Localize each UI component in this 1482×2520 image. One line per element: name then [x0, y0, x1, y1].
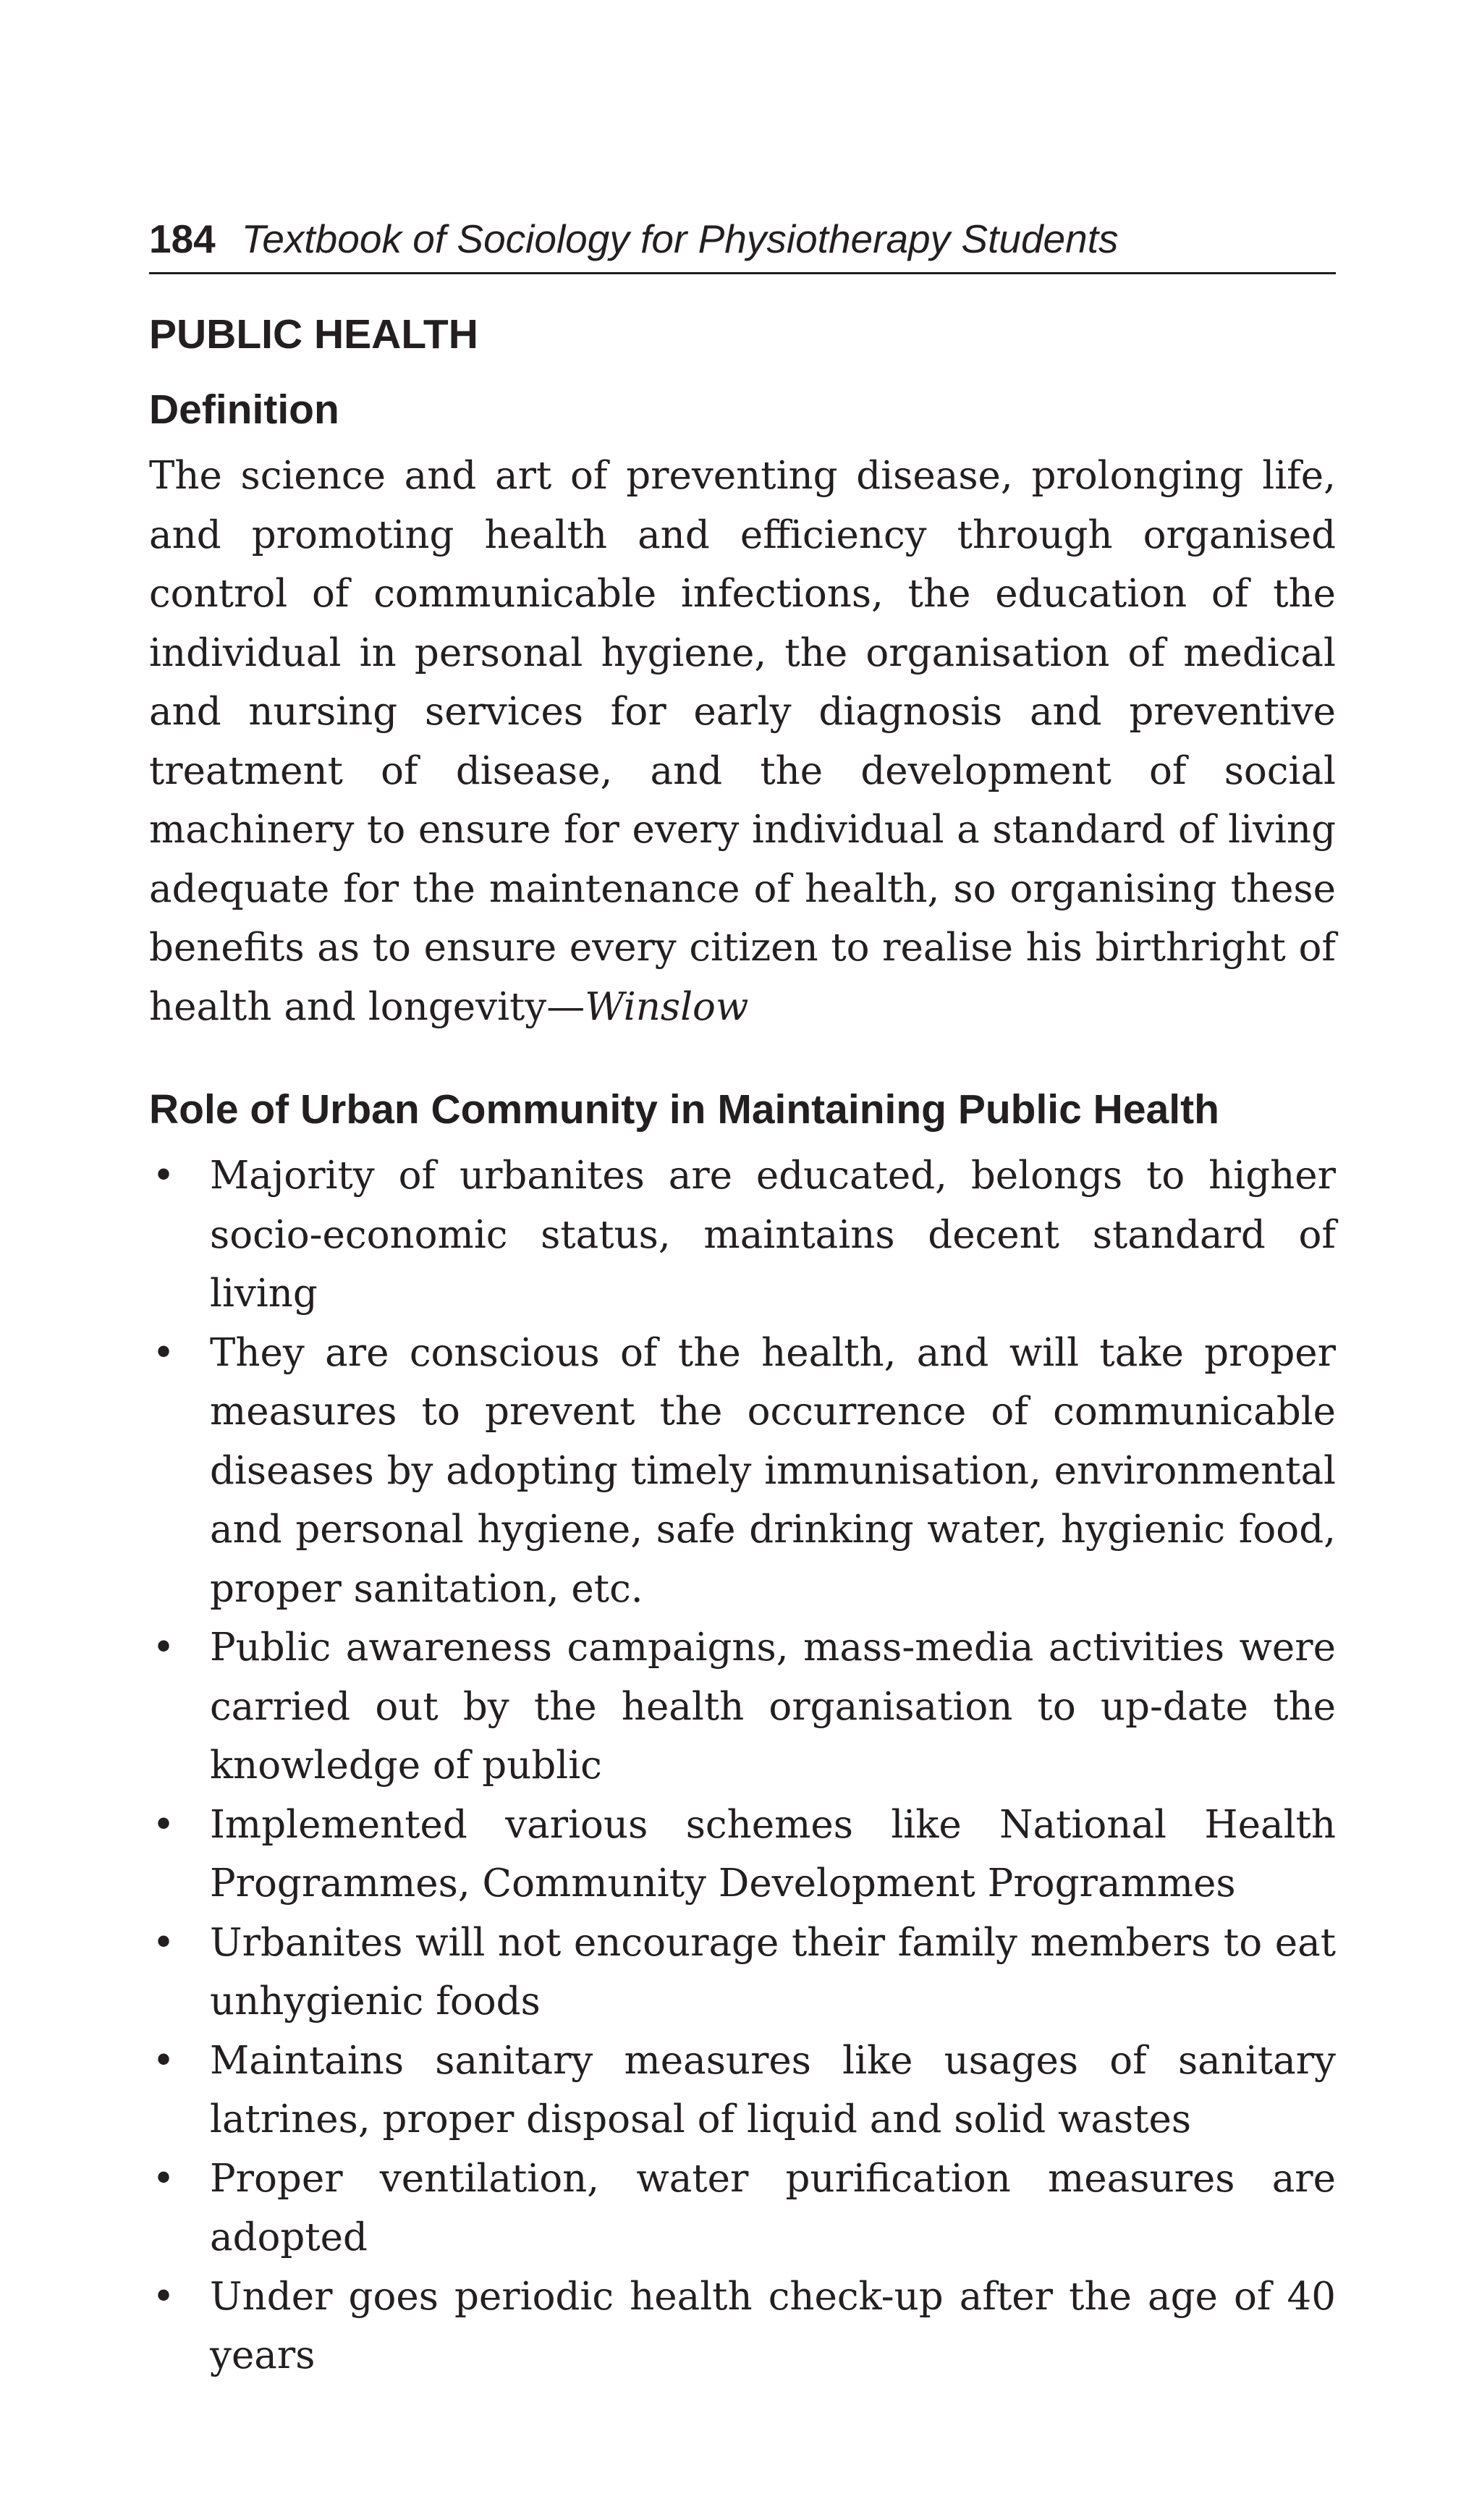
page-number: 184: [149, 216, 216, 261]
list-item-text: Under goes periodic health check-up after the age of 40 years: [210, 2274, 1336, 2377]
bullet-icon: •: [152, 1802, 175, 1847]
list-item: [149, 2031, 1336, 2149]
list-item-text: Proper ventilation, water purification measures are adopted: [210, 2156, 1336, 2259]
list-item-text: They are conscious of the health, and will take proper measures to prevent the occurrence of communicable diseases by adopting timely immunisation, environmental and personal hygiene, safe drinking water, hygienic food, proper sanitation, etc.: [210, 1330, 1336, 1611]
definition-paragraph: [149, 447, 1336, 1036]
urban-role-heading: Role of Urban Community in Maintaining Public Health: [149, 1086, 1219, 1133]
list-item-text: Maintains sanitary measures like usages of sanitary latrines, proper disposal of liquid and solid wastes: [210, 2038, 1336, 2141]
urban-role-list: [149, 1146, 1336, 2385]
list-item-text: Implemented various schemes like National Health Programmes, Community Development Programmes: [210, 1802, 1336, 1906]
bullet-icon: •: [152, 1920, 175, 1965]
list-item: [149, 1914, 1336, 2031]
section-heading: PUBLIC HEALTH: [149, 311, 478, 358]
bullet-icon: •: [152, 2156, 175, 2201]
list-item-text: Urbanites will not encourage their family members to eat unhygienic foods: [210, 1920, 1336, 2024]
running-header: [149, 210, 1336, 274]
list-item: [149, 1324, 1336, 1619]
list-item: [149, 1618, 1336, 1796]
list-item: [149, 1796, 1336, 1914]
list-item: [149, 2149, 1336, 2267]
definition-text: The science and art of preventing disease, prolonging life, and promoting health and efficiency through organised control of communicable infections, the education of the individual in personal hygiene, the organisation of medical and nursing services for early diagnosis and preventive treatment of disease, and the development of social machinery to ensure for every individual a standard of living adequate for the maintenance of health, so organising these benefits as to ensure every citizen to realise his birthright of health and longevity—: [149, 454, 1336, 1029]
bullet-icon: •: [152, 1330, 175, 1375]
bullet-icon: •: [152, 1154, 175, 1198]
definition-heading: Definition: [149, 386, 339, 433]
list-item-text: Public awareness campaigns, mass-media activities were carried out by the health organisation to up-date the knowledge of public: [210, 1625, 1336, 1788]
list-item-text: Majority of urbanites are educated, belongs to higher socio-economic status, maintains decent standard of living: [210, 1154, 1336, 1316]
book-title: Textbook of Sociology for Physiotherapy Students: [241, 216, 1119, 261]
definition-attribution: Winslow: [585, 984, 749, 1029]
list-item: [149, 2267, 1336, 2385]
bullet-icon: •: [152, 2274, 175, 2319]
bullet-icon: •: [152, 1625, 175, 1670]
book-page: [149, 210, 1336, 2385]
bullet-icon: •: [152, 2038, 175, 2083]
list-item: [149, 1146, 1336, 1324]
